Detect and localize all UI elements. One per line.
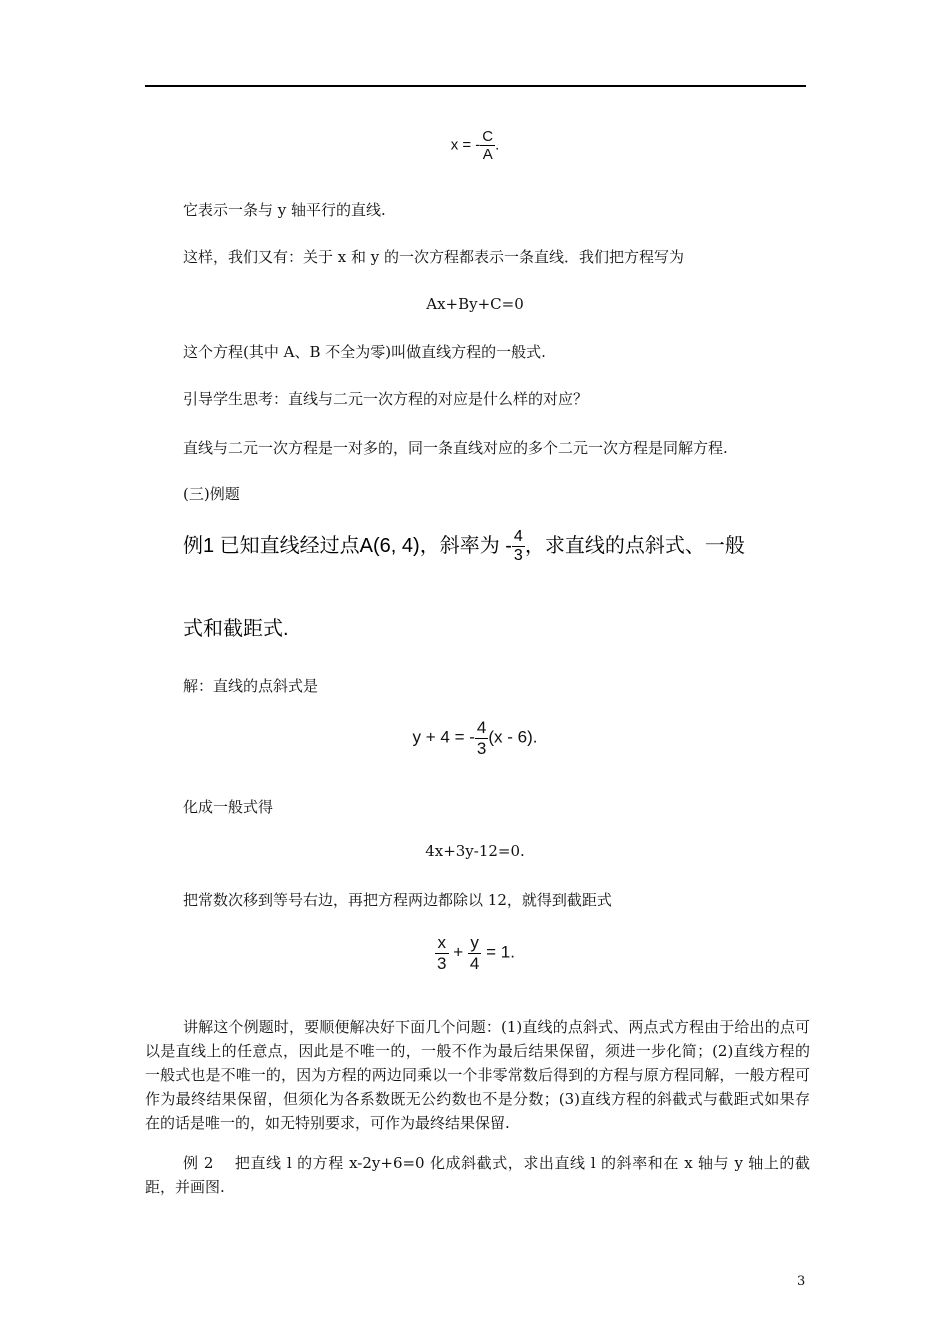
example2-paragraph: 例 2 把直线 l 的方程 x-2y+6=0 化成斜截式，求出直线 l 的斜率和在 x 轴与 y 轴上的截距，并画图. (145, 1154, 810, 1196)
fraction-y-over-4: $\frac{y}{4}$ (469, 933, 480, 973)
general-result: 4x+3y-12=0. (425, 842, 525, 860)
sentence-definition: 这个方程(其中 A、B 不全为零)叫做直线方程的一般式. (183, 343, 546, 361)
header-rule (145, 85, 806, 87)
convert-general: 化成一般式得 (183, 798, 274, 816)
discussion-paragraph: 讲解这个例题时，要顺便解决好下面几个问题：(1)直线的点斜式、两点式方程由于给出的点可以是直线上的任意点，因此是不唯一的，一般不作为最后结果保留，须进一步化简；(2)直线方程的一般式也是不唯一的，因为方程的两边同乘以一个非零常数后得到的方程与原方程同解，一般方程可作为最终结果保留，但须化为各系数既无公约数也不是分数；(3)直线方程的斜截式与截距式如果存在的话是唯一的，如无特别要求，可作为最终结果保留. (145, 1018, 810, 1132)
sentence-guide: 引导学生思考：直线与二元一次方程的对应是什么样的对应？ (183, 390, 589, 408)
sentence-general: 这样，我们又有：关于 x 和 y 的一次方程都表示一条直线．我们把方程写为 (183, 248, 685, 266)
solution-intro: 解：直线的点斜式是 (183, 677, 319, 695)
intercept-intro: 把常数次移到等号右边，再把方程两边都除以 12，就得到截距式 (183, 891, 612, 909)
point-slope-formula: y + 4 = - $\frac{4}{3}$ (x - 6). (412, 718, 538, 758)
formula-general: Ax+By+C=0 (426, 295, 524, 313)
fraction-four-thirds: $\frac{4}{3}$ (476, 718, 487, 758)
fraction-x-over-3: $\frac{x}{3}$ (437, 933, 447, 973)
intercept-formula: $\frac{x}{3}$ + $\frac{y}{4}$ = 1. (437, 933, 515, 973)
formula-x: x = - $\frac{C}{A}$ . (450, 128, 500, 164)
section-heading: (三)例题 (183, 485, 240, 503)
example1-line2: 式和截距式. (183, 618, 289, 640)
sentence-answer: 直线与二元一次方程是一对多的，同一条直线对应的多个二元一次方程是同解方程. (183, 439, 728, 457)
page-number: 3 (797, 1274, 806, 1289)
slope-fraction: $\frac{4}{3}$ (513, 528, 523, 565)
example1-line1: 例1 已知直线经过点A(6, 4)，斜率为 - $\frac{4}{3}$ ，求直线的点斜式、一般 (183, 528, 745, 565)
fraction-c-over-a: $\frac{C}{A}$ (482, 128, 494, 164)
sentence-parallel: 它表示一条与 y 轴平行的直线. (183, 201, 386, 219)
